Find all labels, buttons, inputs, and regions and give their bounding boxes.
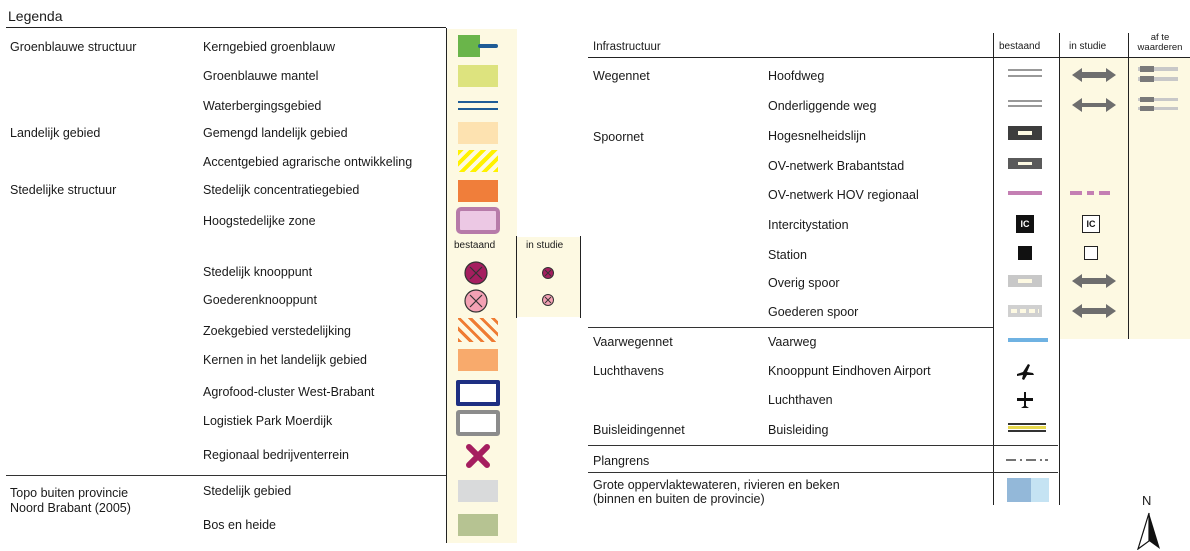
- label-groenblauwe-mantel: Groenblauwe mantel: [203, 69, 319, 83]
- symbol-ov-hov-regionaal-studie: [1070, 191, 1110, 195]
- label-goederen-spoor: Goederen spoor: [768, 305, 859, 319]
- symbol-logistiek-park: [456, 410, 500, 436]
- label-onderliggende-weg: Onderliggende weg: [768, 99, 877, 113]
- symbol-buisleiding: [1008, 423, 1046, 433]
- onderliggende-weg-studie-arrow-icon: [1070, 96, 1118, 114]
- label-stedelijk-knooppunt: Stedelijk knooppunt: [203, 265, 313, 279]
- label-waterbergingsgebied: Waterbergingsgebied: [203, 99, 322, 113]
- label-stedelijk-gebied: Stedelijk gebied: [203, 484, 292, 498]
- topo-rule: [6, 475, 446, 476]
- luchthaven-icon: [1014, 389, 1036, 411]
- label-oppervlaktewateren: Grote oppervlaktewateren, rivieren en beken (binnen en buiten de provincie): [593, 478, 840, 507]
- infra-col-in-studie: in studie: [1069, 41, 1107, 52]
- symbol-zoekgebied-hatch: [458, 318, 498, 342]
- infra-col-rule-3: [1128, 33, 1129, 339]
- symbol-vaarweg: [1008, 338, 1048, 342]
- label-plangrens: Plangrens: [593, 454, 650, 468]
- label-kerngebied-groenblauw: Kerngebied groenblauw: [203, 40, 336, 54]
- label-goederenknooppunt: Goederenknooppunt: [203, 293, 317, 307]
- label-logistiek-park: Logistiek Park Moerdijk: [203, 414, 333, 428]
- group-topo: Topo buiten provincie Noord Brabant (2005): [10, 486, 131, 515]
- in-studie-rule-right: [580, 236, 581, 318]
- symbol-station-studie: [1084, 246, 1098, 260]
- symbol-onderliggende-weg: [1008, 100, 1042, 110]
- label-overig-spoor: Overig spoor: [768, 276, 840, 290]
- symbol-goederenknooppunt-studie-icon: [541, 293, 555, 307]
- symbol-stedelijk-gebied: [458, 480, 498, 502]
- symbol-overig-spoor: [1008, 275, 1042, 287]
- label-accentgebied: Accentgebied agrarische ontwikkeling: [203, 155, 413, 169]
- label-agrofood: Agrofood-cluster West-Brabant: [203, 385, 375, 399]
- label-hogesnelheidslijn: Hogesnelheidslijn: [768, 129, 866, 143]
- north-label: N: [1142, 493, 1152, 508]
- symbol-stedelijk-knooppunt-studie-icon: [541, 266, 555, 280]
- group-vaarwegennet: Vaarwegennet: [593, 335, 673, 349]
- symbol-goederenknooppunt-icon: [463, 288, 489, 314]
- symbol-hogesnelheidslijn: [1008, 126, 1042, 140]
- symbol-goederen-spoor: [1008, 305, 1042, 317]
- overig-spoor-studie-arrow-icon: [1070, 272, 1118, 290]
- symbol-gemengd-landelijk: [458, 122, 498, 144]
- infra-col-rule-2: [1059, 33, 1060, 505]
- label-vaarweg: Vaarweg: [768, 335, 817, 349]
- legend-title: Legenda: [8, 8, 63, 24]
- label-eindhoven-airport: Knooppunt Eindhoven Airport: [768, 364, 931, 378]
- goederen-spoor-studie-arrow-icon: [1070, 302, 1118, 320]
- group-spoornet: Spoornet: [593, 130, 644, 144]
- symbol-ov-hov-regionaal: [1008, 191, 1042, 195]
- label-zoekgebied: Zoekgebied verstedelijking: [203, 324, 352, 338]
- symbol-hoofdweg: [1008, 69, 1042, 79]
- infra-header: Infrastructuur: [593, 41, 661, 53]
- label-stedelijk-concentratiegebied: Stedelijk concentratiegebied: [203, 183, 360, 197]
- infra-col-af-te-waarderen: af te waarderen: [1137, 32, 1183, 53]
- symbol-plangrens: [1006, 455, 1048, 465]
- hoofdweg-studie-arrow-icon: [1070, 66, 1118, 84]
- symbol-stedelijk-knooppunt-icon: [463, 260, 489, 286]
- left-column-rule: [446, 28, 447, 543]
- symbol-stedelijk-concentratie: [458, 180, 498, 202]
- symbol-hoogstedelijke-zone: [456, 207, 500, 234]
- label-bos-en-heide: Bos en heide: [203, 518, 276, 532]
- group-buisleidingennet: Buisleidingennet: [593, 423, 685, 437]
- symbol-kerngebied: [458, 35, 498, 57]
- label-ov-hov-regionaal: OV-netwerk HOV regionaal: [768, 188, 919, 202]
- vaarweg-rule: [588, 327, 993, 328]
- legend-top-rule: [6, 27, 446, 28]
- symbol-oppervlaktewateren: [1007, 478, 1049, 502]
- label-ov-brabantstad: OV-netwerk Brabantstad: [768, 159, 905, 173]
- symbol-waterberging: [458, 101, 498, 113]
- symbol-hoofdweg-af-te-waarderen: [1138, 65, 1178, 85]
- infra-col-rule-1: [993, 33, 994, 505]
- label-regionaal-bedrijventerrein: Regionaal bedrijventerrein: [203, 448, 349, 462]
- symbol-intercitystation: IC: [1016, 215, 1034, 233]
- group-landelijk-gebied: Landelijk gebied: [10, 126, 101, 140]
- symbol-agrofood: [456, 380, 500, 406]
- col-header-in-studie: in studie: [526, 240, 564, 251]
- symbol-ov-brabantstad: [1008, 158, 1042, 169]
- symbol-station: [1018, 246, 1032, 260]
- label-intercitystation: Intercitystation: [768, 218, 849, 232]
- label-gemengd-landelijk-gebied: Gemengd landelijk gebied: [203, 126, 348, 140]
- plangrens-rule: [588, 445, 1058, 446]
- col-header-bestaand: bestaand: [454, 240, 496, 251]
- label-hoogstedelijke-zone: Hoogstedelijke zone: [203, 214, 316, 228]
- infra-header-rule: [588, 57, 1190, 58]
- symbol-intercitystation-studie: IC: [1082, 215, 1100, 233]
- group-groenblauwe-structuur: Groenblauwe structuur: [10, 40, 137, 54]
- group-wegennet: Wegennet: [593, 69, 650, 83]
- symbol-bos-en-heide: [458, 514, 498, 536]
- symbol-onderliggende-weg-af-te-waarderen: [1138, 96, 1178, 114]
- in-studie-rule: [516, 236, 517, 318]
- symbol-groenblauwe-mantel: [458, 65, 498, 87]
- label-station: Station: [768, 248, 807, 262]
- symbol-accentgebied-hatch: [458, 150, 498, 172]
- label-buisleiding: Buisleiding: [768, 423, 829, 437]
- label-luchthaven: Luchthaven: [768, 393, 833, 407]
- north-arrow-icon: [1136, 512, 1162, 550]
- infra-col-bestaand: bestaand: [999, 41, 1041, 52]
- symbol-regionaal-bedrijventerrein-x-icon: [465, 443, 491, 469]
- symbol-kernen: [458, 349, 498, 371]
- label-kernen: Kernen in het landelijk gebied: [203, 353, 368, 367]
- label-hoofdweg: Hoofdweg: [768, 69, 825, 83]
- water-rule: [588, 472, 1058, 473]
- airport-airplane-icon: [1014, 360, 1036, 382]
- group-stedelijke-structuur: Stedelijke structuur: [10, 183, 117, 197]
- group-luchthavens: Luchthavens: [593, 364, 664, 378]
